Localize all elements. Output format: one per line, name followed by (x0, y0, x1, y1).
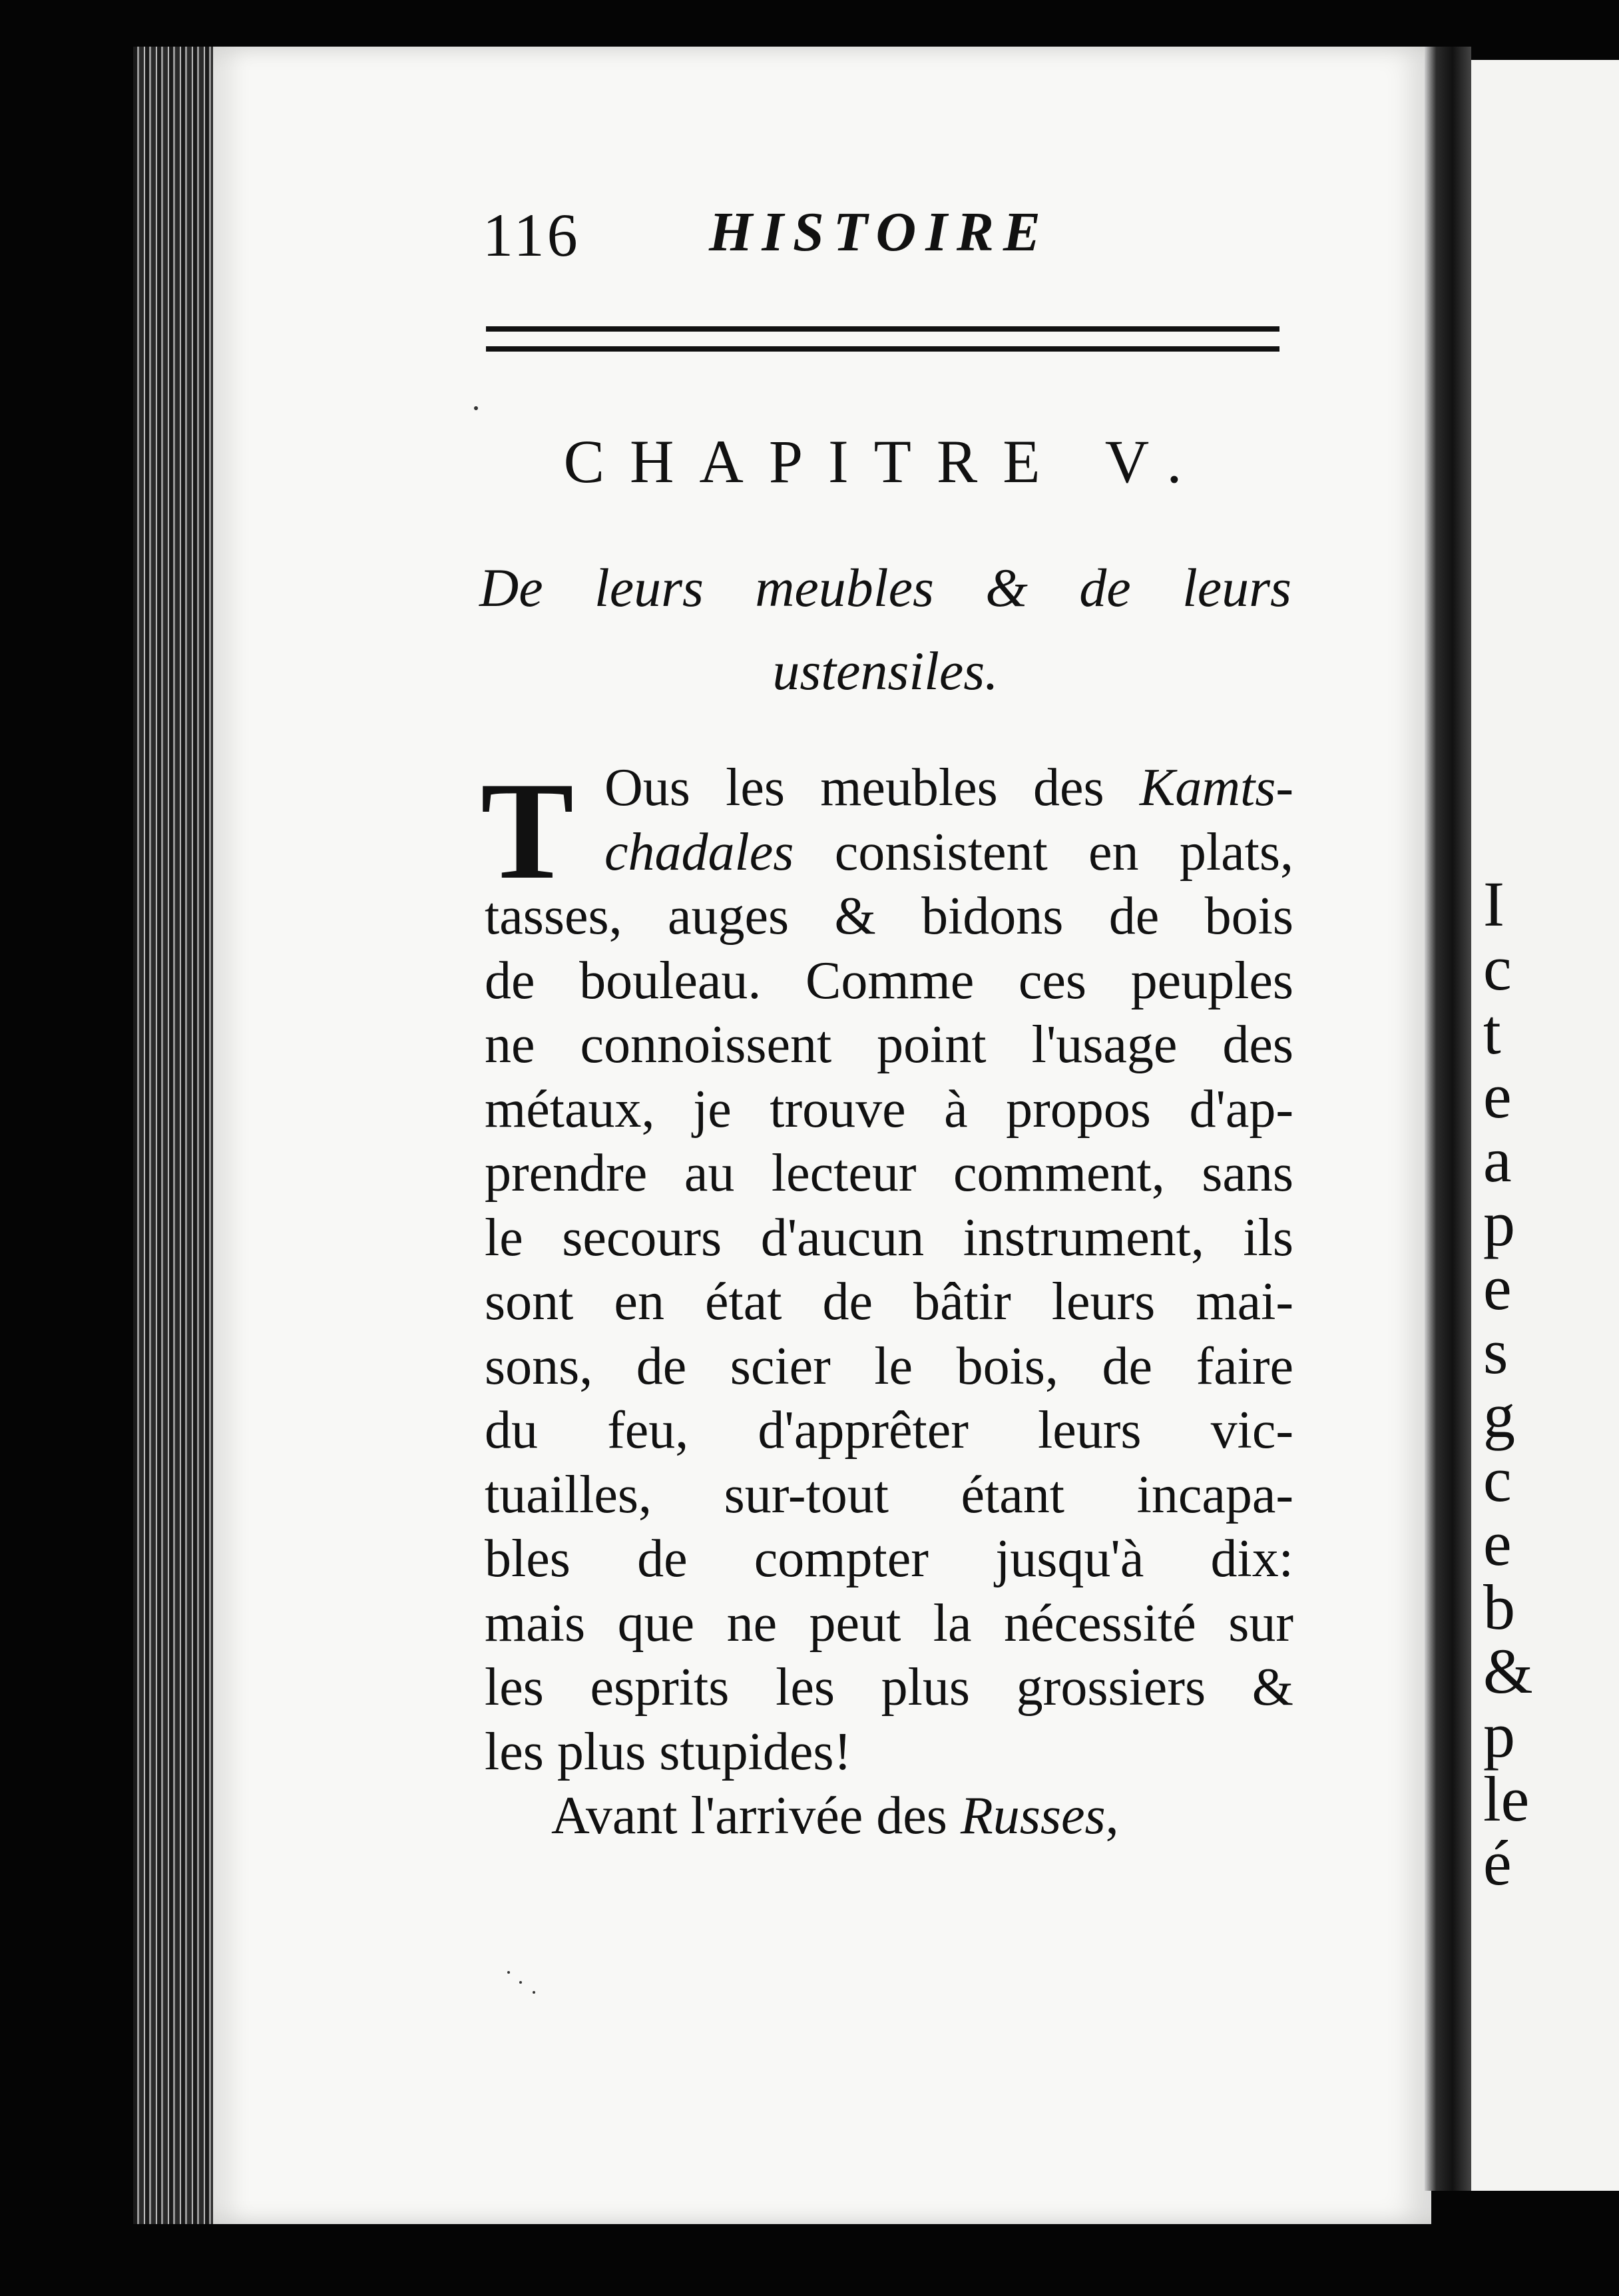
subtitle-word: de (1079, 557, 1131, 618)
text-run: les esprits les plus grossiers & (485, 1658, 1293, 1717)
text-run: prendre au lecteur comment, sans (485, 1144, 1293, 1203)
facing-page-letter: b (1483, 1572, 1515, 1643)
body-lines (485, 756, 1293, 1849)
text-run: métaux, je trouve à propos d'ap- (485, 1079, 1293, 1139)
text-run: sons, de scier le bois, de faire (485, 1336, 1293, 1396)
subtitle-word: meubles (755, 557, 934, 618)
paper-speck (533, 1991, 535, 1994)
text-line (485, 1141, 1293, 1206)
text-line (485, 1398, 1293, 1463)
text-run: de bouleau. Comme ces peuples (485, 951, 1293, 1010)
facing-page-letter: c (1483, 932, 1512, 1004)
subtitle-line-1 (479, 546, 1291, 629)
text-run: chadales (604, 822, 794, 882)
text-line (485, 1334, 1293, 1399)
body-text (481, 754, 1293, 1849)
facing-page-fragment (1471, 60, 1619, 2191)
subtitle-line-2: ustensiles. (772, 641, 999, 701)
text-run: bles de compter jusqu'à dix: (485, 1530, 1293, 1588)
text-line (485, 1591, 1293, 1656)
text-run: consistent en plats, (794, 822, 1293, 882)
chapter-subtitle (479, 546, 1291, 713)
facing-page-letter: e (1483, 1508, 1512, 1579)
text-run: , (1105, 1787, 1119, 1845)
running-head: HISTOIRE (709, 201, 1050, 263)
text-line (485, 949, 1293, 1013)
drop-cap: T (481, 754, 575, 908)
text-run: Ous les meubles des (604, 758, 1140, 817)
page-edge-stack (133, 47, 213, 2224)
text-run: les plus stupides! (485, 1722, 852, 1781)
text-run: tuailles, sur-tout étant incapa- (485, 1465, 1293, 1524)
text-run: Kamts- (1139, 758, 1293, 817)
facing-page-letter: & (1483, 1635, 1533, 1707)
paper-speck (507, 1971, 510, 1974)
text-line (485, 1527, 1293, 1591)
paper-speck (519, 1981, 522, 1984)
facing-page-letter: g (1483, 1380, 1515, 1451)
text-line (485, 1655, 1293, 1720)
text-line (485, 1720, 1293, 1785)
facing-page-letter: p (1483, 1699, 1515, 1771)
text-run: mais que ne peut la nécessité sur (485, 1593, 1293, 1653)
text-run: ne connoissent point l'usage des (485, 1015, 1293, 1074)
facing-page-letter: s (1483, 1316, 1508, 1387)
text-run: le secours d'aucun instrument, ils (485, 1208, 1293, 1267)
page-header (483, 200, 1301, 280)
subtitle-word: leurs (1182, 557, 1291, 618)
book-gutter (1425, 47, 1471, 2191)
facing-page-letter: t (1483, 996, 1501, 1067)
text-run: Russes (960, 1787, 1106, 1845)
facing-page-letter: é (1483, 1827, 1512, 1898)
facing-page-letter: e (1483, 1060, 1512, 1131)
text-line (485, 1463, 1293, 1528)
text-line (485, 756, 1293, 820)
text-run: Avant l'arrivée des (551, 1787, 961, 1845)
page-number: 116 (483, 201, 580, 269)
subtitle-word: & (985, 557, 1028, 618)
facing-page-letter: le (1483, 1763, 1530, 1835)
facing-page-letter: p (1483, 1188, 1515, 1259)
facing-page-letter: a (1483, 1124, 1512, 1195)
text-line (485, 1270, 1293, 1334)
facing-page-letter: I (1483, 868, 1504, 940)
text-run: du feu, d'apprêter leurs vic- (485, 1401, 1293, 1460)
facing-page-letter: e (1483, 1252, 1512, 1323)
facing-page-letter: c (1483, 1444, 1512, 1515)
text-line (485, 1784, 1293, 1849)
text-line (485, 1206, 1293, 1271)
text-run: sont en état de bâtir leurs mai- (485, 1273, 1293, 1331)
text-line (485, 884, 1293, 949)
subtitle-word: De (479, 557, 543, 618)
text-run: tasses, auges & bidons de bois (485, 887, 1293, 946)
text-line (485, 1077, 1293, 1142)
chapter-title: CHAPITRE V. (563, 428, 1208, 495)
text-line (485, 820, 1293, 885)
subtitle-word: leurs (594, 557, 704, 618)
header-double-rule (486, 326, 1279, 352)
text-line (485, 1013, 1293, 1077)
paper-speck (474, 406, 478, 410)
